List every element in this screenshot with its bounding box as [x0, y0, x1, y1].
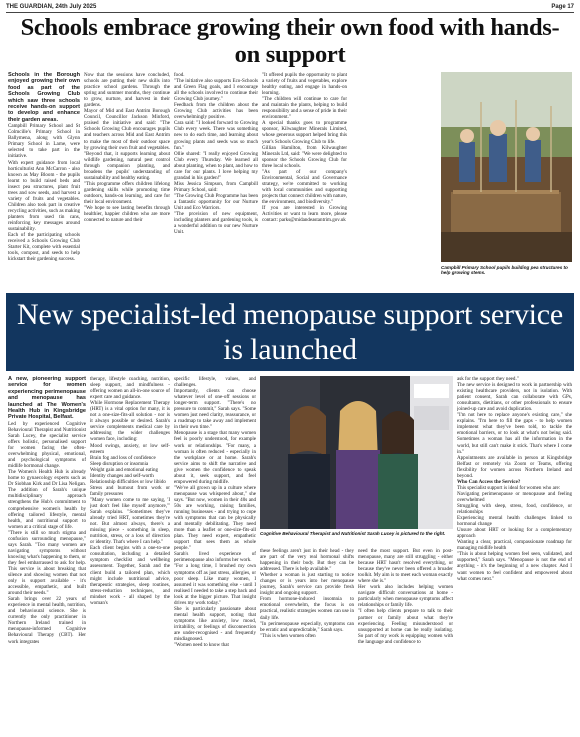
- article2-paragraph: these feelings aren't just in their head - they are part of the very real hormonal shifts happening in their body. But they can be addressed. There is help available.": [260, 548, 354, 573]
- article1-photo-caption: Campbill Primary School pupils building pea structures to help growing stems.: [441, 265, 568, 276]
- article2-headline: New specialist-led menopause support service is launched: [16, 298, 564, 366]
- pupils-garden-image: [441, 72, 572, 262]
- article1-paragraph: Feedback from the children about the Growing Club activities has been overwhelmingly positive.: [174, 102, 258, 121]
- article2-list-item: Weight gain and emotional eating: [90, 466, 158, 473]
- article1-headline: Schools embrace growing their own food with hands-on support: [20, 14, 560, 68]
- article1-paragraph: "Beyond that, it supports learning about wildlife gardening, natural pest control through companion planting, and broadens the pupils' understanding of sustainability and healthy eating.: [84, 150, 170, 181]
- article1-paragraph: Ollie shared: "I really enjoyed Growing Club every Thursday. We learned all about planting, when to plant, and how to care for our plants. I love helping my grandad in his garden!": [174, 150, 258, 181]
- article2-paragraph: "For a long time, I brushed my own symptoms off as just stress, allergies, or poor sleep. Like many women, I assumed it was something else - until I realised I needed to take a step back and look at the bigger picture. That insight drives my work today.": [174, 563, 256, 606]
- article2-list-item: Mood swings, anxiety, or low self-esteem: [90, 442, 170, 455]
- article2-column-5: [358, 548, 453, 733]
- article2-paragraph: While Hormone Replacement Therapy (HRT) is a vital option for many, it is not a one-size-fits-all solution - nor is it always possible or desired. Sarah's service complements medical care by addressing the wider challenges women face, including:: [90, 400, 170, 443]
- article1-paragraph: Campbill Primary School and St Colmcille's Primary School in Ballymena, along with Glynn Primary School in Larne, were selected to take part in the initiative.: [8, 123, 80, 160]
- article2-paragraph: "I often help clients prepare to talk to their partner or family about what they're experiencing. Feeling misunderstood or unsupported at home can be really isolating. So part of my work is equipping women with the language and confidence to: [358, 608, 453, 645]
- article2-list-item: Sleep disruption or insomnia: [90, 460, 149, 467]
- article2-paragraph: This specialist support is ideal for women who are:: [457, 484, 561, 491]
- article1-paragraph: "We hope to see lasting benefits through healthier, happier children who are more connected to nature and their: [84, 205, 170, 224]
- article2-paragraph: The new service is designed to work in partnership with existing healthcare providers, not in isolation. With patient consent, Sarah can collaborate with GPs, consultants, dietitians, or other professionals to ensure joined-up care and avoid duplication.: [457, 382, 572, 413]
- article1-paragraph: Gillian Hamilton, from Kilwaughter Minerals Ltd, said: "We were delighted to sponsor the Schools Growing Club for three local schools.: [262, 144, 347, 169]
- article1-paragraph: "The children will continue to care for and maintain the plants, helping to build responsibility and a sense of pride in their environment.": [262, 96, 347, 121]
- article2-paragraph: Her work also includes helping women navigate difficult conversations at home - particularly when menopause symptoms affect relationships or family life.: [358, 584, 453, 609]
- article2-standfirst: A new, pioneering support service for women experiencing perimenopause and menopause has launched at The Women's Health Hub in Kingsbridge Private Hospital, Belfast.: [8, 376, 86, 421]
- article2-paragraph: "This is when women often: [260, 632, 316, 639]
- article2-paragraph: need the most support. But even in post-menopause, many are still struggling - either because HRT hasn't resolved everything, or because they've never been offered a broader toolkit. My aim is to meet each woman exactly where she is.": [358, 548, 453, 585]
- article1-paragraph: "The Growing Club Programme has been a fantastic opportunity for our Nurture Unit and Eco Warriors.: [174, 192, 258, 212]
- article1-photo-pupils-garden: [441, 72, 572, 262]
- article2-paragraph: Importantly, clients can choose whatever level of one-off sessions or longer-term support. "There's no pressure to commit," Sarah says. "Some women just need clarity, reassurance, or a roadmap to take away and implement in their own time.": [174, 388, 256, 431]
- article2-list-item: Identity changes and self-worth: [90, 472, 154, 479]
- article1-paragraph: "The provision of new equipment, including planters and gardening tools, is a wonderful addition to our new Nurture Unit.: [174, 211, 258, 236]
- article2-paragraph: specific lifestyle, values, and challenges.: [174, 376, 256, 389]
- article2-paragraph: From hormone-induced insomnia to emotional overwhelm, the focus is on practical, realistic strategies women can use in daily life.: [260, 596, 354, 621]
- article1-paragraph: Cara said: "I looked forward to Growing Club every week. There was something new to do each time, and learning about growing plants and seeds was so much fun.": [174, 120, 258, 151]
- article2-list-item: Struggling with sleep, stress, food, confidence, or relationships: [457, 502, 572, 516]
- article1-paragraph: "This programme offers children lifelong gardening skills while promoting time outdoors, hands-on learning, and care for their local environment.: [84, 180, 170, 205]
- article2-paragraph: therapy, lifestyle coaching, nutrition, sleep support, and mindfulness - offering women an all-in-one source of expert care and guidance.: [90, 376, 170, 401]
- masthead-page-number: Page 17: [551, 4, 574, 10]
- article2-headline-banner: [6, 293, 574, 371]
- article2-paragraph: Menopause is a stage that many women feel is poorly understood, for example work or relationships. "For many, a woman is often reduced - especially in the workplace or at home. Sarah's service aims to shift the narrative and give women the confidence to speak about it, seek support, and feel empowered during midlife.: [174, 430, 256, 485]
- article1-paragraph: "As part of our company's Environmental, Social and Governance strategy, we're committed to working with local communities and supporting projects that connect children with nature, the environment, and biodiversity.": [262, 168, 347, 205]
- article1-standfirst: Schools in the Borough enjoyed growing their own food as part of the Schools Growing Club which saw three schools receive hands-on support to develop and enhance their garden areas.: [8, 72, 80, 123]
- article2-column-3: [174, 376, 256, 733]
- article2-paragraph: "I'm not here to replace anyone's existing care," she explains. "I'm here to fill the gaps - to help women implement what they've been told, to tackle the emotional barriers, or to look at what's not being said. Sometimes a woman has all the information in the world, but still can't make it stick. That's where I come in.": [457, 412, 572, 455]
- article2-column-1: [8, 376, 86, 733]
- article2-paragraph: The Women's Health Hub is already home to gynaecology experts such as Dr Siobhan Kirk and Dr Lisa Neligan. The addition of Sarah's unique multidisciplinary approach strengthens the Hub's commitment to comprehensive women's health by offering tailored lifestyle, mental health, and nutritional support to women at a critical stage of life.: [8, 469, 86, 530]
- article2-paragraph: Appointments are available in person at Kingsbridge Belfast or remotely via Zoom or Teams, offering flexibility for women across Northern Ireland and beyond.: [457, 454, 572, 479]
- article1-paragraph: A special thanks goes to programme sponsor, Kilwaughter Minerals Limited, whose generous support helped bring this year's Schools Growing Club to life.: [262, 120, 347, 145]
- article2-paragraph: Led by experienced Cognitive Behavioural Therapist and Nutritionist Sarah Lucey, the specialist service offers holistic, personalised support for women facing the often-overwhelming physical, emotional, and psychological symptoms of midlife hormonal change.: [8, 420, 86, 470]
- masthead: [6, 4, 574, 12]
- article2-paragraph: She is particularly passionate about mental health support, noting that symptoms like anxiety, low mood, irritability, or feelings of disconnection are under-recognised - and frequently misdiagnosed.: [174, 605, 256, 643]
- article2-paragraph: "We've all grown up in a culture where menopause was whispered about," she says. "But now, women in their 40s and 50s are working, raising families, running businesses - and trying to cope with symptoms that can be physically and mentally debilitating. They need more than a leaflet or one-size-fits-all plan. They need expert, empathetic support that sees them as whole people.": [174, 484, 256, 552]
- article2-paragraph: "Women need to know that: [174, 642, 229, 649]
- article1-paragraph: "The initiative also supports Eco-Schools and Green Flag goals, and I encourage all the schools involved to continue their Growing Club journey.": [174, 78, 258, 103]
- article2-paragraph: "In perimenopause especially, symptoms can be erratic and unpredictable," Sarah says.: [260, 620, 354, 633]
- article1-paragraph: food.: [174, 72, 185, 78]
- article1-column-5: [351, 72, 437, 272]
- article1-paragraph: With expert guidance from local horticulturist Ann McCarron - also known as May Bloom - the pupils learnt to build raised beds and insect pea structures, plant fruit trees and sow seeds, and harvest a variety of fruits and vegetables. Children also took part in creative recycling activities, such as making planters from used tin cans, reinforcing key messages around sustainability.: [8, 159, 80, 233]
- article2-list-item: Stress and burnout from work or family pressures: [90, 484, 170, 497]
- article1-paragraph: Each of the participating schools received a Schools Growing Club Starter Kit, complete with essential tools, compost, and seeds to help kickstart their gardening success.: [8, 232, 80, 263]
- article1-paragraph: If you are interested in Growing Activities or want to learn more, please contact: parks@midandeastantrim.gov.uk: [262, 205, 347, 224]
- article1-paragraph: Mayor of Mid and East Antrim Borough Council, Councillor Jackson Minford, praised the initiative and said: "The Schools Growing Club encourages pupils and teachers across Mid and East Antrim to make the most of their outdoor space by growing their own fruit and vegetables.: [84, 108, 170, 151]
- article2-list-item: Brain fog and loss of confidence: [90, 454, 156, 461]
- article2-paragraph: Sarah's lived experience of perimenopause also informs her work.: [174, 551, 256, 564]
- article2-list-item: Experiencing mental health challenges linked to hormonal change: [457, 515, 572, 528]
- article2-list-item: Wanting a clear, practical, compassionate roadmap for managing midlife health: [457, 539, 572, 552]
- article1-paragraph: Now that the sessions have concluded, schools are putting their new skills into practice school gardens. Through the spring and summer months, they continue to grow, nurture, and harvest in their gardens.: [84, 72, 170, 109]
- article2-paragraph: Sarah brings over 22 years of experience in mental health, nutrition, and behavioural science. She is currently the only practitioner in Northern Ireland trained in menopause-informed Cognitive Behavioural Therapy (CBT). Her work integrates: [8, 596, 86, 645]
- article2-photo-sarah-lucey: [260, 376, 453, 529]
- article2-paragraph: "This is about helping women feel seen, validated, and supported," Sarah says. "Menopause is not the end of anything - it's the beginning of a new chapter. And I want women to feel confident and empowered about what comes next.": [457, 551, 572, 582]
- article1-column-2: [84, 72, 170, 272]
- article2-subheading: Who Can Access the Service?: [457, 478, 521, 485]
- sarah-lucey-image: [260, 376, 453, 529]
- article2-column-4: [260, 548, 354, 733]
- article2-list-item: Relationship difficulties or low libido: [90, 478, 166, 485]
- article1-column-3: [174, 72, 258, 272]
- article1-column-4: [262, 72, 347, 272]
- article1-paragraph: "It offered pupils the opportunity to plant a variety of fruits and vegetables, explore healthy eating, and engage in hands-on learning.: [262, 72, 347, 97]
- masthead-rule: [6, 12, 574, 13]
- article2-paragraph: "Many women come to me saying, 'I just don't feel like myself anymore,'" Sarah explains. "Sometimes they've already tried HRT, sometimes they're not. But almost always, there's a missing piece - something in sleep, nutrition, stress, or a loss of direction or identity. That's where I can help.": [90, 496, 170, 546]
- article2-paragraph: "There is still so much stigma and confusion surrounding menopause," says Sarah. "Too many women are navigating symptoms without knowing what's happening to them, or they feel embarrassed to ask for help. This service is about breaking that silence and showing women that not only is support available - it's accessible, empathetic, and built around their needs.": [8, 529, 86, 597]
- article2-paragraph: Whether a woman is just starting to notice changes or is years into her menopause journey, Sarah's service can provide fresh insight and ongoing support.: [260, 572, 354, 597]
- article2-column-2: [90, 376, 170, 733]
- masthead-publication-date: THE GUARDIAN, 24th July 2025: [6, 4, 97, 10]
- article2-list-item: Unsure about HRT or looking for a complementary approach: [457, 527, 572, 540]
- article2-column-6: [457, 376, 572, 733]
- article2-paragraph: Each client begins with a one-to-one consultation, including a detailed symptom checklist and wellbeing assessment. Together, Sarah and the client build a tailored plan, which might include nutritional advice, therapeutic strategies, sleep routines, stress-reduction techniques, and mindset work - all shaped by the woman's: [90, 545, 170, 606]
- article1-paragraph: Miss Jessica Simpson, from Campbill Primary School, said:: [174, 180, 258, 193]
- article2-paragraph: ask for the support they need.": [457, 376, 519, 382]
- article1-column-1: [8, 72, 80, 272]
- article2-photo-caption: Cognitive Behavioural Therapist and Nutritionist Sarah Lucey is pictured to the right.: [260, 531, 446, 536]
- article2-list-item: Navigating perimenopause or menopause and feeling overwhelmed: [457, 490, 572, 503]
